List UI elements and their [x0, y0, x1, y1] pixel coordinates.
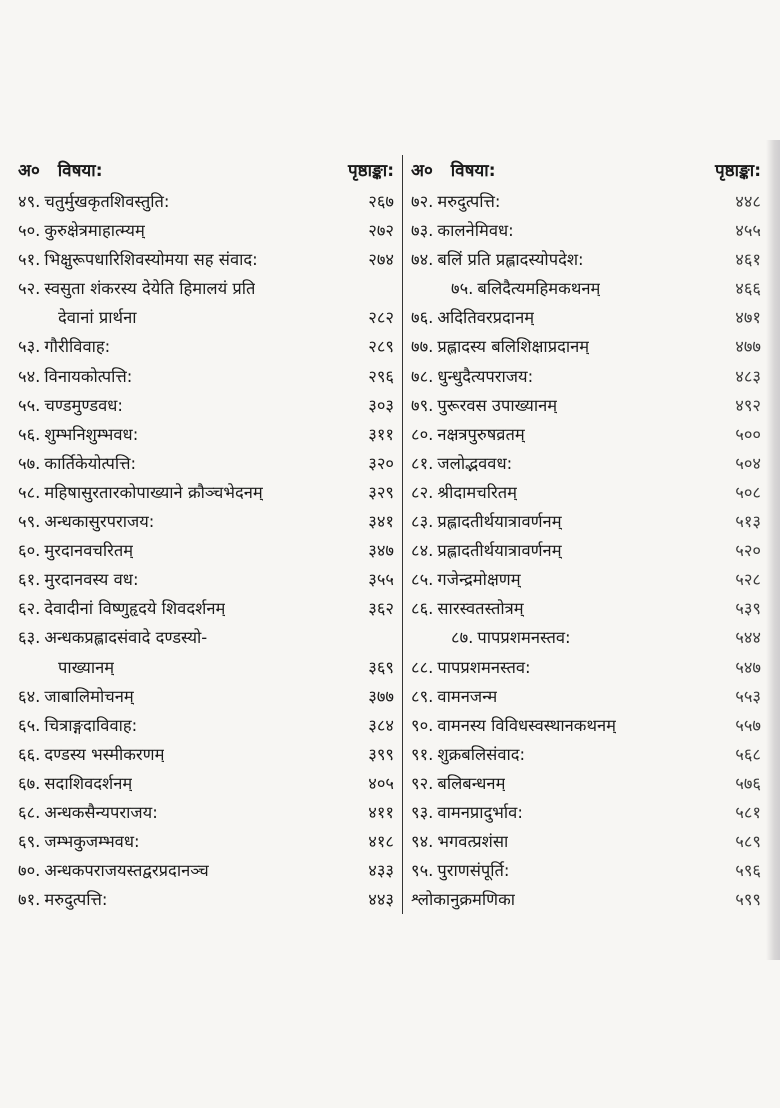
- toc-entry-number: ८९.: [411, 686, 434, 706]
- toc-column-right: [403, 155, 761, 914]
- toc-entry-text: प्रह्लादतीर्थयात्रावर्णनम्: [437, 512, 562, 532]
- toc-entry-title: [411, 391, 557, 420]
- toc-entry-page: २८२: [368, 308, 394, 328]
- toc-entry-text: महिषासुरतारकोपाख्याने क्रौञ्चभेदनम्: [44, 482, 263, 502]
- toc-entry-number: ५६.: [18, 424, 41, 444]
- toc-header-right: [411, 155, 761, 187]
- toc-entry: [411, 303, 761, 332]
- toc-list-right: [411, 187, 761, 914]
- toc-entry-page: ४११: [368, 802, 394, 822]
- toc-entry-page: ५२८: [735, 570, 761, 590]
- toc-entry-text: अदितिवरप्रदानम्: [437, 308, 535, 328]
- toc-entry-number: ६२.: [18, 599, 41, 619]
- toc-entry-page: ५९९: [735, 890, 761, 910]
- toc-entry-number: ७०.: [18, 861, 41, 881]
- toc-entry-page: ४८३: [735, 366, 761, 386]
- toc-entry: [411, 187, 761, 216]
- header-page: पृष्ठाङ्का:: [714, 161, 761, 181]
- toc-entry-title: [18, 332, 110, 361]
- toc-entry-page: ३९९: [368, 744, 394, 764]
- toc-entry-title: [18, 623, 207, 652]
- toc-entry-text: प्रह्लादस्य बलिशिक्षाप्रदानम्: [437, 337, 590, 357]
- toc-entry-title: [411, 653, 531, 682]
- toc-entry-number: ७४.: [411, 250, 434, 270]
- toc-entry-number: ५४.: [18, 366, 41, 386]
- toc-entry-text: पुरूरवस उपाख्यानम्: [437, 395, 558, 415]
- toc-entry-title: [18, 303, 137, 332]
- toc-entry-title: [18, 536, 133, 565]
- toc-entry: [411, 245, 761, 274]
- toc-entry-text: कुरुक्षेत्रमाहात्म्यम्: [44, 221, 145, 241]
- header-subject: विषया:: [57, 161, 103, 181]
- toc-entry-page: ४७१: [735, 308, 761, 328]
- toc-entry-text: भिक्षुरूपधारिशिवस्योमया सह संवाद:: [44, 250, 258, 270]
- toc-entry-page: ४६६: [735, 279, 761, 299]
- toc-entry-title: [411, 216, 514, 245]
- toc-entry-text: पाख्यानम्: [58, 657, 115, 677]
- toc-entry-number: ६७.: [18, 773, 41, 793]
- toc-entry-text: प्रह्लादतीर्थयात्रावर्णनम्: [437, 541, 562, 561]
- toc-entry-page: २७४: [368, 250, 394, 270]
- toc-entry-title: [18, 653, 114, 682]
- toc-entry-page: ५८१: [735, 802, 761, 822]
- toc-entry-number: ६५.: [18, 715, 41, 735]
- toc-entry-title: [411, 565, 521, 594]
- toc-entry-number: ६३.: [18, 628, 41, 648]
- toc-entry-title: [411, 449, 512, 478]
- toc-entry-number: ९३.: [411, 802, 434, 822]
- toc-entry: [18, 711, 394, 740]
- toc-entry: [411, 740, 761, 769]
- toc-entry-page: ५४७: [735, 657, 761, 677]
- header-number: अ०: [18, 161, 40, 181]
- toc-entry-title: [18, 420, 138, 449]
- toc-entry-title: [18, 827, 140, 856]
- toc-entry-text: बलिबन्धनम्: [437, 773, 506, 793]
- toc-entry-text: पापप्रशमनस्तव:: [477, 628, 571, 648]
- toc-entry-page: ४०५: [368, 773, 394, 793]
- toc-entry-text: चित्राङ्गदाविवाह:: [44, 715, 138, 735]
- toc-entry: [18, 507, 394, 536]
- toc-entry-page: ५५७: [735, 715, 761, 735]
- toc-entry: [411, 332, 761, 361]
- toc-entry-text: वामनप्रादुर्भाव:: [437, 802, 523, 822]
- toc-entry-title: [411, 827, 508, 856]
- toc-entry: [411, 769, 761, 798]
- toc-entry-page: ५४४: [735, 628, 761, 648]
- toc-entry: [411, 507, 761, 536]
- toc-entry-page: ५०४: [735, 453, 761, 473]
- toc-entry-number: ७७.: [411, 337, 434, 357]
- toc-entry-title: [411, 478, 517, 507]
- toc-entry-title: [411, 769, 505, 798]
- toc-entry-page: ३६९: [368, 657, 394, 677]
- toc-entry-title: [411, 594, 524, 623]
- toc-entry-number: ५५.: [18, 395, 41, 415]
- toc-entry-number: ९४.: [411, 832, 434, 852]
- toc-entry-text: अन्धकासुरपराजय:: [44, 512, 155, 532]
- toc-entry-title: [18, 507, 154, 536]
- toc-entry: [18, 391, 394, 420]
- toc-entry-text: नक्षत्रपुरुषव्रतम्: [437, 424, 525, 444]
- toc-entry-text: पुराणसंपूर्ति:: [437, 861, 510, 881]
- toc-entry-number: ७३.: [411, 221, 434, 241]
- toc-entry-text: अन्धकप्रह्लादसंवादे दण्डस्यो-: [44, 628, 208, 648]
- toc-entry-number: ९१.: [411, 744, 434, 764]
- toc-entry-text: वामनजन्म: [437, 686, 498, 706]
- toc-entry-text: सारस्वतस्तोत्रम्: [437, 599, 524, 619]
- toc-entry: [411, 216, 761, 245]
- toc-entry-text: कालनेमिवध:: [437, 221, 514, 241]
- toc-entry-page: ५३९: [735, 599, 761, 619]
- toc-entry: [18, 362, 394, 391]
- page-gutter-shadow: [766, 140, 780, 960]
- toc-entry-page: ३७७: [368, 686, 394, 706]
- toc-entry-text: कार्तिकेयोत्पत्ति:: [44, 453, 137, 473]
- toc-entry-title: [18, 856, 209, 885]
- toc-entry: [411, 856, 761, 885]
- toc-entry: [18, 187, 394, 216]
- toc-entry: [411, 594, 761, 623]
- toc-entry: [18, 594, 394, 623]
- toc-entry-page: ४७७: [735, 337, 761, 357]
- toc-entry-title: [411, 536, 562, 565]
- toc-entry-title: [411, 245, 584, 274]
- toc-entry-text: जम्भकुजम्भवध:: [44, 832, 140, 852]
- toc-entry-number: ८४.: [411, 541, 434, 561]
- toc-entry-number: ६१.: [18, 570, 41, 590]
- toc-entry-text: विनायकोत्पत्ति:: [44, 366, 133, 386]
- toc-entry: [18, 856, 394, 885]
- toc-entry: [411, 391, 761, 420]
- toc-list-left: [18, 187, 394, 914]
- toc-entry-page: ३११: [368, 424, 394, 444]
- toc-entry-text: चण्डमुण्डवध:: [44, 395, 123, 415]
- toc-entry-page: ३६२: [368, 599, 394, 619]
- toc-entry: [411, 449, 761, 478]
- table-of-contents: [18, 155, 763, 914]
- toc-entry-text: धुन्धुदैत्यपराजय:: [437, 366, 534, 386]
- toc-entry: [411, 274, 761, 303]
- toc-column-left: [18, 155, 403, 914]
- toc-entry-title: [18, 391, 123, 420]
- toc-entry-title: [18, 274, 255, 303]
- toc-entry-page: ५५३: [735, 686, 761, 706]
- toc-entry-title: [411, 740, 525, 769]
- toc-entry: [411, 798, 761, 827]
- toc-entry: [18, 332, 394, 361]
- toc-entry-number: ६८.: [18, 802, 41, 822]
- toc-entry: [18, 653, 394, 682]
- toc-entry-page: २९६: [368, 366, 394, 386]
- toc-entry-number: ७८.: [411, 366, 434, 386]
- toc-entry-text: श्रीदामचरितम्: [437, 482, 518, 502]
- toc-entry: [411, 536, 761, 565]
- toc-entry: [411, 478, 761, 507]
- toc-entry: [18, 740, 394, 769]
- toc-entry-text: अन्धकसैन्यपराजय:: [44, 802, 158, 822]
- toc-entry: [18, 623, 394, 652]
- toc-entry-page: २६७: [368, 192, 394, 211]
- toc-entry-page: ५२०: [735, 541, 761, 561]
- toc-entry-title: [18, 769, 132, 798]
- toc-entry: [18, 769, 394, 798]
- toc-entry-number: ८८.: [411, 657, 434, 677]
- toc-entry-page: ५०८: [735, 482, 761, 502]
- toc-entry: [411, 711, 761, 740]
- toc-entry-text: पापप्रशमनस्तव:: [437, 657, 531, 677]
- toc-entry: [18, 420, 394, 449]
- toc-entry: [411, 827, 761, 856]
- toc-entry-title: [411, 362, 533, 391]
- toc-entry-number: ८६.: [411, 599, 434, 619]
- toc-entry-number: ६९.: [18, 832, 41, 852]
- toc-entry-number: ८३.: [411, 512, 434, 532]
- toc-entry: [18, 885, 394, 914]
- toc-entry-number: ७५.: [451, 279, 474, 299]
- toc-entry-title: [411, 507, 562, 536]
- toc-entry-page: ४१८: [368, 832, 394, 852]
- toc-entry-title: [18, 362, 132, 391]
- toc-entry-title: [411, 711, 616, 740]
- toc-entry-number: ९५.: [411, 861, 434, 881]
- toc-entry-number: ६०.: [18, 541, 41, 561]
- toc-entry-title: [411, 420, 525, 449]
- toc-entry-page: ४९२: [735, 395, 761, 415]
- toc-entry-number: ७१.: [18, 890, 41, 910]
- toc-entry-page: ४४८: [735, 192, 761, 211]
- toc-entry-text: बलिदैत्यमहिमकथनम्: [477, 279, 601, 299]
- toc-entry-number: ८१.: [411, 453, 434, 473]
- toc-entry-title: [18, 216, 145, 245]
- toc-entry-text: मुरदानवचरितम्: [44, 541, 134, 561]
- toc-entry-title: [411, 885, 515, 914]
- toc-entry-text: देवानां प्रार्थना: [58, 308, 137, 328]
- toc-entry-number: ५३.: [18, 337, 41, 357]
- toc-entry-page: ४३३: [368, 861, 394, 881]
- toc-entry-title: [411, 332, 589, 361]
- toc-entry-title: [18, 740, 164, 769]
- toc-entry-text: दण्डस्य भस्मीकरणम्: [44, 744, 165, 764]
- toc-entry-title: [18, 682, 134, 711]
- toc-entry-text: बलिं प्रति प्रह्लादस्योपदेश:: [437, 250, 584, 270]
- toc-entry-title: [411, 303, 534, 332]
- toc-entry-number: ७९.: [411, 395, 434, 415]
- toc-entry-title: [411, 856, 510, 885]
- toc-entry: [18, 245, 394, 274]
- toc-entry-page: ५६८: [735, 744, 761, 764]
- toc-entry-page: ५८९: [735, 832, 761, 852]
- toc-entry: [411, 682, 761, 711]
- toc-entry-title: [18, 245, 258, 274]
- toc-entry-page: ३२९: [368, 482, 394, 502]
- toc-entry: [411, 653, 761, 682]
- toc-entry: [18, 449, 394, 478]
- toc-entry-title: [18, 711, 137, 740]
- toc-entry-page: ४५५: [735, 221, 761, 241]
- toc-entry: [411, 623, 761, 652]
- toc-entry-title: [411, 187, 500, 216]
- toc-entry-text: जलोद्भववध:: [437, 453, 513, 473]
- toc-entry-title: [18, 885, 107, 914]
- toc-entry: [411, 420, 761, 449]
- toc-entry-text: भगवत्प्रशंसा: [437, 832, 509, 852]
- toc-entry-text: गौरीविवाह:: [44, 337, 111, 357]
- toc-entry-text: देवादीनां विष्णुहृदये शिवदर्शनम्: [44, 599, 226, 619]
- toc-entry-page: २८९: [368, 337, 394, 357]
- toc-entry-page: ३०३: [368, 395, 394, 415]
- header-page: पृष्ठाङ्का:: [347, 161, 394, 181]
- toc-entry-title: [411, 274, 600, 303]
- toc-entry-page: ३२०: [368, 453, 394, 473]
- toc-entry-text: मुरदानवस्य वध:: [44, 570, 139, 590]
- toc-entry-title: [18, 187, 169, 216]
- toc-entry-text: जाबालिमोचनम्: [44, 686, 134, 706]
- toc-entry-number: ८०.: [411, 424, 434, 444]
- toc-entry: [18, 303, 394, 332]
- header-number: अ०: [411, 161, 433, 181]
- toc-entry-page: ४४३: [368, 890, 394, 910]
- toc-entry-text: मरुदुत्पत्ति:: [437, 192, 501, 211]
- toc-entry-page: ३४१: [368, 512, 394, 532]
- toc-entry-page: ५७६: [735, 773, 761, 793]
- header-subject: विषया:: [450, 161, 496, 181]
- toc-entry-title: [411, 798, 523, 827]
- toc-entry-title: [411, 623, 571, 652]
- toc-entry-number: ५९.: [18, 512, 41, 532]
- toc-entry-number: ५२.: [18, 279, 41, 299]
- toc-entry-text: चतुर्मुखकृतशिवस्तुति:: [44, 192, 170, 211]
- toc-entry-page: ५००: [735, 424, 761, 444]
- toc-entry: [18, 565, 394, 594]
- toc-entry-text: वामनस्य विविधस्वस्थानकथनम्: [437, 715, 617, 735]
- toc-entry-title: [18, 478, 263, 507]
- toc-entry: [18, 216, 394, 245]
- toc-entry-number: ४९.: [18, 192, 41, 211]
- toc-entry-title: [18, 565, 139, 594]
- toc-entry: [411, 885, 761, 914]
- toc-entry: [18, 682, 394, 711]
- toc-entry-number: ८५.: [411, 570, 434, 590]
- toc-header-left: [18, 155, 394, 187]
- toc-entry-page: ४६१: [735, 250, 761, 270]
- toc-entry-page: ३५५: [368, 570, 394, 590]
- toc-entry-number: ९२.: [411, 773, 434, 793]
- toc-entry: [18, 798, 394, 827]
- toc-entry-number: ५७.: [18, 453, 41, 473]
- toc-entry-number: ५०.: [18, 221, 41, 241]
- toc-entry-number: ६६.: [18, 744, 41, 764]
- toc-entry-number: ५८.: [18, 482, 41, 502]
- toc-entry: [18, 827, 394, 856]
- toc-entry-text: सदाशिवदर्शनम्: [44, 773, 133, 793]
- toc-entry-title: [18, 594, 225, 623]
- toc-entry-text: अन्धकपराजयस्तद्वरप्रदानञ्च: [44, 861, 209, 881]
- toc-entry: [411, 362, 761, 391]
- toc-entry-number: ७२.: [411, 192, 434, 211]
- toc-entry-page: ५१३: [735, 512, 761, 532]
- toc-entry-page: ३८४: [368, 715, 394, 735]
- toc-entry-text: गजेन्द्रमोक्षणम्: [437, 570, 521, 590]
- toc-entry-text: शुक्रबलिसंवाद:: [437, 744, 526, 764]
- toc-entry-text: स्वसुता शंकरस्य देयेति हिमालयं प्रति: [44, 279, 256, 299]
- toc-entry-number: ५१.: [18, 250, 41, 270]
- toc-entry: [18, 536, 394, 565]
- toc-entry-title: [18, 449, 136, 478]
- toc-entry-text: शुम्भनिशुम्भवध:: [44, 424, 139, 444]
- toc-entry-number: ७६.: [411, 308, 434, 328]
- toc-entry-title: [411, 682, 497, 711]
- toc-entry: [18, 274, 394, 303]
- toc-entry-text: श्लोकानुक्रमणिका: [411, 890, 516, 910]
- toc-entry-text: मरुदुत्पत्ति:: [44, 890, 108, 910]
- toc-entry-number: ८७.: [451, 628, 474, 648]
- toc-entry-page: ३४७: [368, 541, 394, 561]
- toc-entry-page: ५९६: [735, 861, 761, 881]
- toc-entry-number: ८२.: [411, 482, 434, 502]
- toc-entry-number: ९०.: [411, 715, 434, 735]
- toc-entry: [18, 478, 394, 507]
- toc-entry: [411, 565, 761, 594]
- toc-entry-number: ६४.: [18, 686, 41, 706]
- toc-entry-title: [18, 798, 158, 827]
- toc-entry-page: २७२: [368, 221, 394, 241]
